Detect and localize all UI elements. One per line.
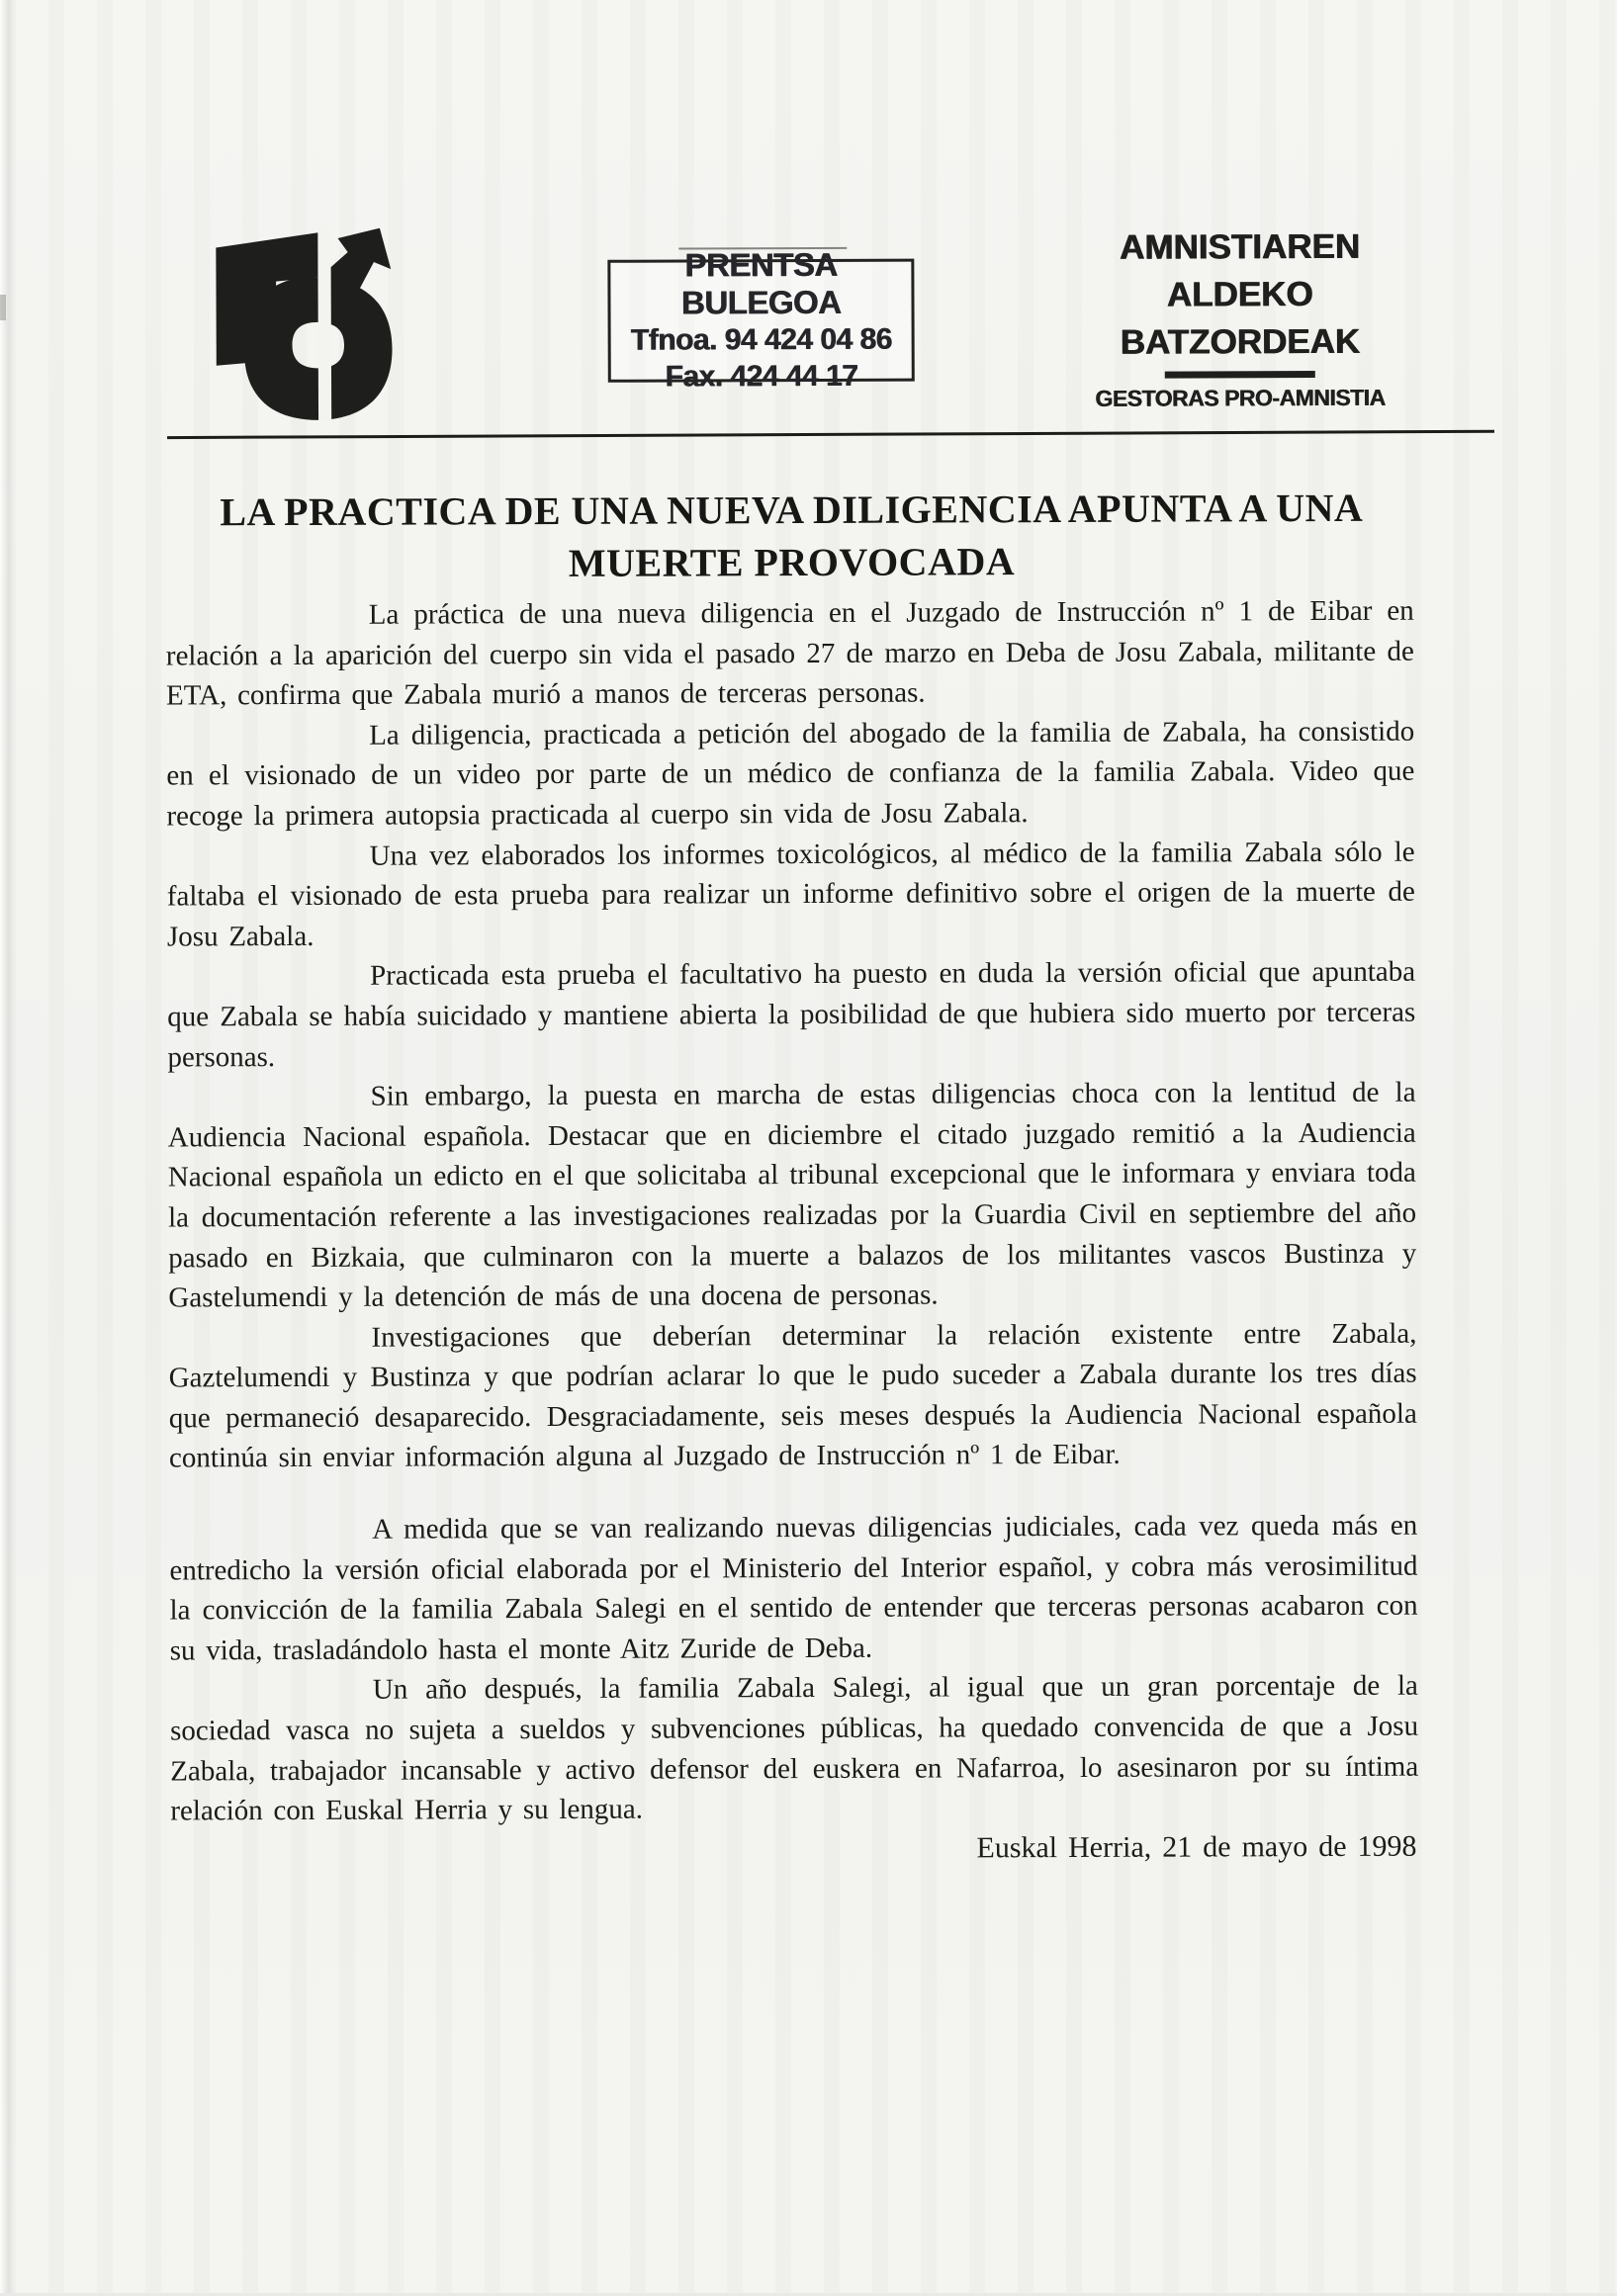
paragraph: Investigaciones que deberían determinar la relación existente entre Zabala, Gaztelumendi y Bustinza y que podrían aclarar lo que le pudo suceder a Zabala durante los tres días que permaneció desaparecido. Desgraciadamente, seis meses después la Audiencia Nacional española continúa sin enviar información alguna al Juzgado de Instrucción nº 1 de Eibar. (168, 1317, 1417, 1474)
organization-name-block (1071, 223, 1408, 411)
press-office-phone: Tfnoa. 94 424 04 86 (630, 322, 892, 357)
paragraph: Una vez elaborados los informes toxicológicos, al médico de la familia Zabala sólo le faltaba el visionado de esta prueba para realizar un informe definitivo sobre el origen de la muerte de Josu Zabala. (166, 836, 1415, 953)
dateline: Euskal Herria, 21 de mayo de 1998 (976, 1829, 1417, 1865)
document-title (167, 482, 1415, 591)
org-subtitle: GESTORAS PRO-AMNISTIA (1095, 384, 1386, 411)
org-name-line2: ALDEKO (1166, 275, 1313, 314)
paragraph: Practicada esta prueba el facultativo ha puesto en duda la versión oficial que apuntaba que Zabala se había suicidado y mantiene abierta la posibilidad de que hubiera sido muerto por terceras personas. (167, 955, 1416, 1074)
paragraph: A medida que se van realizando nuevas diligencias judiciales, cada vez queda más en entredicho la versión oficial elaborada por el Ministerio del Interior español, y cobra más verosimilitud la convicción de la familia Zabala Salegi en el sentido de entender que terceras personas acabaron con su vida, trasladándolo hasta el monte Aitz Zuride de Deba. (169, 1509, 1418, 1667)
paragraph: Un año después, la familia Zabala Salegi, al igual que un gran porcentaje de la sociedad vasca no sujeta a sueldos y subvenciones públicas, ha quedado convencida de que a Josu Zabala, trabajador incansable y activo defensor del euskera en Nafarroa, lo asesinaron por su íntima relación con Euskal Herria y su lengua. (169, 1670, 1419, 1827)
paragraph: Sin embargo, la puesta en marcha de estas diligencias choca con la lentitud de la Audiencia Nacional española. Destacar que en diciembre el citado juzgado remitió a la Audiencia Nacional española un edicto en el que solicitaba al tribunal excepcional que le informara y enviara toda la documentación referente a las investigaciones realizadas por la Guardia Civil en septiembre del año pasado en Bizkaia, que culminaron con la muerte a balazos de los militantes vascos Bustinza y Gastelumendi y la detención de más de una docena de personas. (167, 1076, 1417, 1314)
paragraph: La práctica de una nueva diligencia en el Juzgado de Instrucción nº 1 de Eibar en relación a la aparición del cuerpo sin vida el pasado 27 de marzo en Deba de Josu Zabala, militante de ETA, confirma que Zabala murió a manos de terceras personas. (165, 594, 1414, 712)
press-office-box (607, 245, 914, 394)
org-name-line3: BATZORDEAK (1120, 321, 1360, 362)
press-office-title: PRENTSA BULEGOA (680, 245, 842, 321)
org-divider-bar (1165, 371, 1315, 379)
gestoras-pro-amnistia-logo-icon (214, 225, 404, 422)
paragraph: La diligencia, practicada a petición del abogado de la familia de Zabala, ha consistido en el visionado de un video por parte de un médico de confianza de la familia Zabala. Video que recoge la primera autopsia practicada al cuerpo sin vida de Josu Zabala. (166, 715, 1415, 833)
document-title-line2: MUERTE PROVOCADA (568, 539, 1016, 585)
org-name-line1: AMNISTIAREN (1119, 226, 1360, 267)
document-title-line1: LA PRACTICA DE UNA NUEVA DILIGENCIA APUNTA A UNA (220, 485, 1364, 535)
document-body (166, 591, 1419, 1872)
header-rule (167, 430, 1494, 439)
press-office-fax: Fax. 424 44 17 (665, 359, 858, 394)
